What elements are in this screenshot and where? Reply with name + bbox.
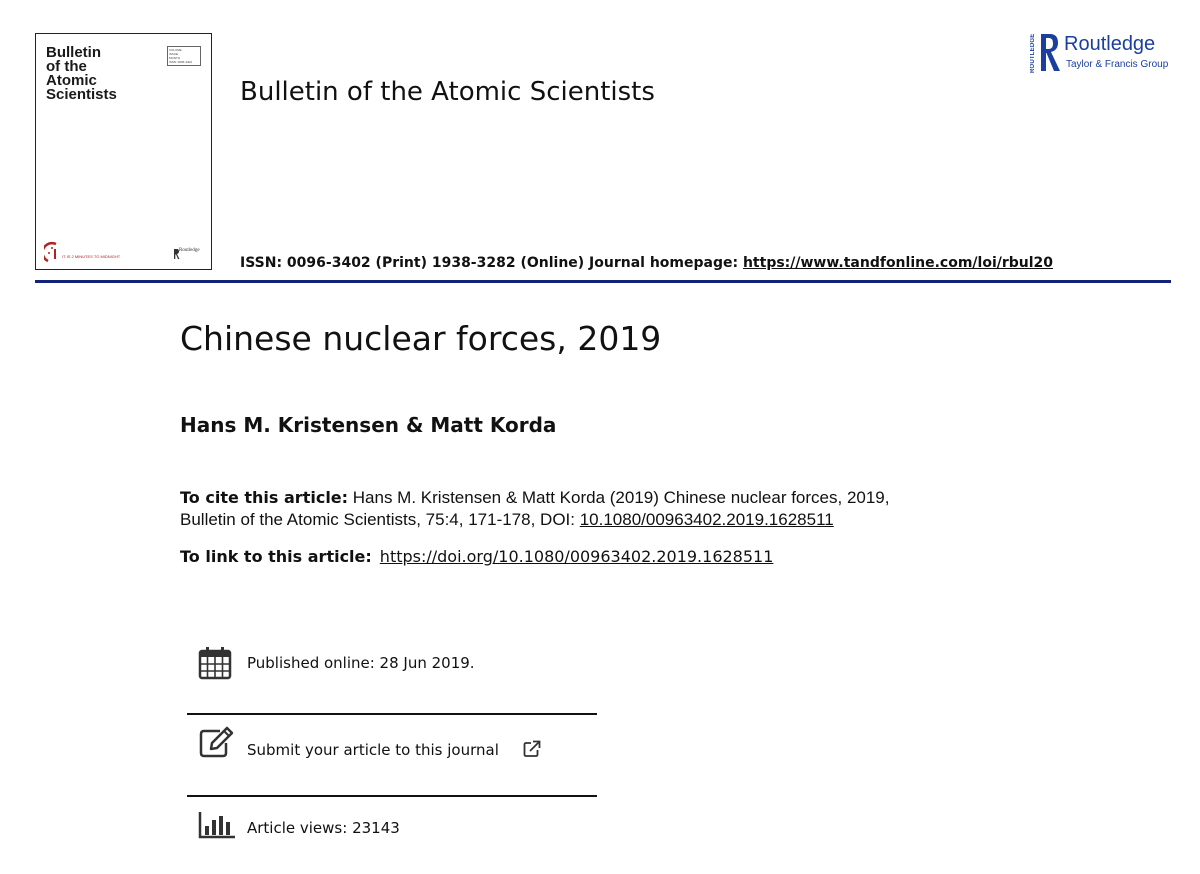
cover-publisher: Routledge [179,248,200,253]
link-block [180,547,773,567]
journal-name: Bulletin of the Atomic Scientists [240,77,655,107]
doomsday-clock-icon [44,241,64,263]
link-label: To link to this article: [180,547,372,566]
article-link[interactable]: https://doi.org/10.1080/00963402.2019.1628511 [379,547,774,566]
cite-text-line1: Hans M. Kristensen & Matt Korda (2019) Chinese nuclear forces, 2019, [348,488,890,507]
doi-link[interactable]: 10.1080/00963402.2019.1628511 [579,510,834,529]
divider-1 [187,713,597,715]
cover-title: Bulletin of the Atomic Scientists [46,44,117,103]
cite-text-line2: Bulletin of the Atomic Scientists, 75:4, 171-178, DOI: [180,510,580,529]
edit-icon [198,726,234,758]
routledge-vertical-text: ROUTLEDGE [1030,33,1036,73]
cover-tagline: IT IS 2 MINUTES TO MIDNIGHT [62,254,121,259]
article-views: Article views: 23143 [247,819,400,837]
external-link-icon[interactable] [523,740,541,758]
cite-label: To cite this article: [180,488,349,507]
issn-text: ISSN: 0096-3402 (Print) 1938-3282 (Online) Journal homepage: [240,255,743,271]
divider-2 [187,795,597,797]
routledge-r-icon [1039,33,1061,73]
issn-line [240,255,1053,271]
cover-info-box: VOLUME ISSUE MONTH ISSN: 0096-3402 [167,46,201,66]
published-date: Published online: 28 Jun 2019. [247,654,475,672]
journal-homepage-link[interactable]: https://www.tandfonline.com/loi/rbul20 [742,255,1054,271]
citation-block [180,487,1000,531]
article-title: Chinese nuclear forces, 2019 [180,319,662,358]
article-authors: Hans M. Kristensen & Matt Korda [180,413,557,437]
publisher-name: Routledge [1064,33,1156,55]
bar-chart-icon [198,810,236,840]
journal-cover [35,33,212,270]
submit-article-link[interactable]: Submit your article to this journal [247,741,499,759]
calendar-icon [198,646,232,680]
header-divider [35,280,1171,283]
publisher-subtitle: Taylor & Francis Group [1066,59,1169,70]
routledge-logo[interactable] [1030,33,1175,75]
